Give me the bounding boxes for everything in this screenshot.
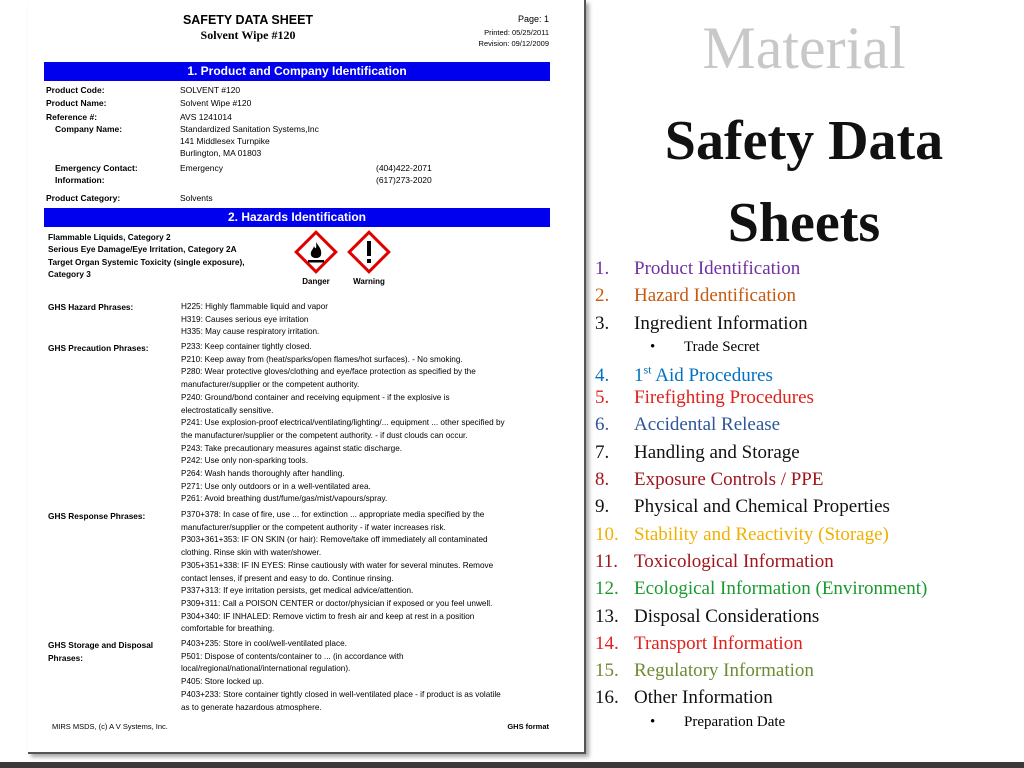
sds-document — [28, 0, 586, 754]
list-item-text: Disposal Considerations — [634, 605, 820, 627]
phrase-line: manufacturer/supplier or the competent authority. — [181, 380, 360, 390]
ghs-response-phrases — [181, 509, 553, 636]
list-item-number: 13. — [595, 605, 619, 627]
list-sub-item — [592, 712, 1022, 732]
phrase-line: P403+233: Store container tightly closed in well-ventilated place - if product is as volatile — [181, 689, 501, 699]
hazard-class-3: Target Organ Systemic Toxicity (single exposure), — [48, 257, 245, 267]
sds-page: Page: 1 — [517, 14, 549, 24]
phrase-line: P241: Use explosion-proof electrical/ventilating/lighting/... equipment ... other specified by — [181, 418, 505, 428]
list-item-text: Other Information — [634, 687, 773, 709]
phrase-line: P264: Wash hands thoroughly after handling. — [181, 469, 345, 479]
phrase-line: P305+351+338: IF IN EYES: Rinse cautiously with water for several minutes. Remove — [181, 560, 494, 570]
slide-title-main — [586, 100, 1022, 264]
list-item — [592, 603, 1022, 630]
product-name-label: Product Name: — [46, 98, 107, 108]
company-line-3: Burlington, MA 01803 — [180, 148, 262, 158]
exclamation-pictogram-icon — [347, 230, 391, 274]
list-item-text: Ingredient Information — [634, 312, 808, 334]
product-category-value: Solvents — [180, 193, 213, 203]
list-item-number: 6. — [595, 414, 610, 436]
list-item — [592, 466, 1022, 493]
emergency-value: Emergency — [180, 163, 223, 173]
section-1-header: 1. Product and Company Identification — [44, 62, 550, 81]
company-line-1: Standardized Sanitation Systems,Inc — [180, 124, 319, 134]
sds-title: SAFETY DATA SHEET — [182, 13, 314, 27]
emergency-information-label: Information: — [55, 175, 105, 185]
list-item-text: Toxicological Information — [634, 550, 834, 572]
list-item-number: 3. — [595, 312, 610, 334]
reference-label: Reference #: — [46, 112, 98, 122]
list-item-number: 14. — [595, 632, 619, 654]
list-item-text: Exposure Controls / PPE — [634, 469, 824, 491]
phrase-line: contact lenses, if present and easy to do. Continue rinsing. — [181, 573, 394, 583]
footer-format: GHS format — [507, 722, 549, 731]
list-item-number: 11. — [595, 550, 619, 572]
phrase-line: H225: Highly flammable liquid and vapor — [181, 302, 328, 311]
slide-title-line-3: Sheets — [727, 192, 881, 254]
phrase-line: P242: Use only non-sparking tools. — [181, 456, 308, 466]
bullet-icon: • — [650, 713, 656, 730]
list-item-number: 9. — [595, 496, 610, 518]
product-code-value: SOLVENT #120 — [180, 85, 241, 95]
superscript: st — [643, 362, 652, 377]
list-item-text: Hazard Identification — [634, 285, 796, 307]
hazard-class-2: Serious Eye Damage/Eye Irritation, Category 2A — [48, 244, 237, 254]
phrase-line: P405: Store locked up. — [181, 677, 264, 687]
list-item — [592, 255, 1022, 282]
list-item — [592, 439, 1022, 466]
list-item-number: 8. — [595, 469, 610, 491]
company-line-2: 141 Middlesex Turnpike — [180, 136, 270, 146]
ghs-storage-label-2: Phrases: — [48, 653, 84, 663]
list-item — [592, 684, 1022, 711]
emergency-phone-1: (404)422-2071 — [376, 163, 432, 173]
ghs-precaution-phrases — [181, 341, 553, 506]
list-item-text: 1st Aid Procedures — [634, 362, 773, 387]
list-item — [592, 282, 1022, 309]
list-item-number: 5. — [595, 387, 610, 409]
phrase-line: P210: Keep away from (heat/sparks/open flames/hot surfaces). - No smoking. — [181, 354, 463, 364]
list-item-text: Physical and Chemical Properties — [634, 496, 890, 518]
phrase-line: P403+235: Store in cool/well-ventilated place. — [181, 639, 347, 648]
list-sub-item-text: Preparation Date — [684, 713, 786, 730]
list-item — [592, 384, 1022, 411]
phrase-line: clothing. Rinse skin with water/shower. — [181, 548, 322, 558]
list-sub-item — [592, 337, 1022, 357]
list-item — [592, 575, 1022, 602]
list-item-number: 12. — [595, 578, 619, 600]
ghs-storage-label-1: GHS Storage and Disposal — [48, 640, 154, 650]
list-item — [592, 657, 1022, 684]
sds-sections-list — [592, 255, 1022, 732]
hazard-class-4: Category 3 — [48, 269, 91, 279]
section-2-header: 2. Hazards Identification — [44, 208, 550, 227]
list-item-text: Stability and Reactivity (Storage) — [634, 523, 889, 545]
phrase-line: P501: Dispose of contents/container to ... (in accordance with — [181, 651, 404, 661]
footer-copyright: MIRS MSDS, (c) A V Systems, Inc. — [52, 722, 168, 731]
phrase-line: comfortable for breathing. — [181, 624, 275, 634]
emergency-phone-2: (617)273-2020 — [376, 175, 432, 185]
list-item — [592, 630, 1022, 657]
phrase-line: P271: Use only outdoors or in a well-ventilated area. — [181, 481, 371, 491]
list-item — [592, 493, 1022, 520]
pictogram-warning-label: Warning — [353, 277, 385, 286]
slide-title-material: Material — [702, 15, 906, 81]
sds-printed: Printed: 05/25/2011 — [484, 28, 549, 37]
list-item — [592, 411, 1022, 438]
sds-subtitle: Solvent Wipe #120 — [200, 28, 296, 42]
phrase-line: P240: Ground/bond container and receiving equipment - if the explosive is — [181, 392, 450, 402]
flame-pictogram-icon — [294, 230, 338, 274]
list-item-text: Firefighting Procedures — [634, 387, 814, 409]
list-item — [592, 310, 1022, 337]
phrase-line: P280: Wear protective gloves/clothing and eye/face protection as specified by the — [181, 367, 476, 377]
list-item-text: Transport Information — [634, 632, 803, 654]
phrase-line: manufacturer/supplier or the competent authority - if water increases risk. — [181, 522, 446, 532]
hazard-class-1: Flammable Liquids, Category 2 — [48, 232, 171, 242]
reference-value: AVS 1241014 — [180, 112, 232, 122]
phrase-line: P261: Avoid breathing dust/fume/gas/mist/vapours/spray. — [181, 494, 388, 504]
product-code-label: Product Code: — [46, 85, 105, 95]
phrase-line: P303+361+353: IF ON SKIN (or hair): Remove/take off immediately all contaminated — [181, 535, 488, 545]
bottom-border — [0, 762, 1024, 768]
ghs-hazard-label: GHS Hazard Phrases: — [48, 302, 134, 312]
phrase-line: P304+340: IF INHALED: Remove victim to fresh air and keep at rest in a position — [181, 611, 475, 621]
phrase-line: P337+313: If eye irritation persists, get medical advice/attention. — [181, 586, 414, 596]
list-item — [592, 357, 1022, 387]
slide-title-line-2: Safety Data — [664, 110, 944, 172]
phrase-line: P370+378: In case of fire, use ... for extinction ... appropriate media specified by the — [181, 510, 485, 519]
list-item-number: 10. — [595, 523, 619, 545]
phrase-line: local/regional/national/international regulation). — [181, 664, 351, 674]
emergency-contact-label: Emergency Contact: — [55, 163, 138, 173]
product-category-label: Product Category: — [46, 193, 121, 203]
product-name-value: Solvent Wipe #120 — [180, 98, 252, 108]
list-item-text: Ecological Information (Environment) — [634, 578, 928, 600]
list-item-number: 2. — [595, 285, 610, 307]
list-item — [592, 548, 1022, 575]
company-name-label: Company Name: — [55, 124, 123, 134]
phrase-line: as to generate hazardous atmosphere. — [181, 702, 322, 712]
pictogram-danger-label: Danger — [302, 277, 330, 286]
list-item-number: 16. — [595, 687, 619, 709]
ghs-storage-phrases — [181, 638, 553, 714]
phrase-line: P309+311: Call a POISON CENTER or doctor/physician if exposed or you feel unwell. — [181, 598, 493, 608]
list-item-text: Accidental Release — [634, 414, 781, 436]
list-item — [592, 521, 1022, 548]
sds-revision: Revision: 09/12/2009 — [478, 39, 549, 48]
bullet-icon: • — [650, 338, 656, 355]
list-item-text: Product Identification — [634, 258, 801, 279]
phrase-line: H319: Causes serious eye irritation — [181, 314, 309, 324]
ghs-precaution-label: GHS Precaution Phrases: — [48, 343, 149, 353]
list-item-number: 1. — [595, 258, 610, 279]
phrase-line: electrostatically sensitive. — [181, 405, 274, 415]
list-item-number: 4. — [595, 365, 610, 387]
list-sub-item-text: Trade Secret — [684, 338, 760, 355]
phrase-line: P233: Keep container tightly closed. — [181, 342, 312, 351]
list-item-text: Handling and Storage — [634, 441, 800, 463]
list-item-number: 7. — [595, 441, 610, 463]
phrase-line: H335: May cause respiratory irritation. — [181, 327, 320, 337]
ghs-hazard-phrases — [181, 301, 553, 339]
phrase-line: P243: Take precautionary measures against static discharge. — [181, 443, 403, 453]
list-item-number: 15. — [595, 660, 619, 682]
phrase-line: the manufacturer/supplier or the competent authority. - if dust clouds can occur. — [181, 430, 468, 440]
list-item-text: Regulatory Information — [634, 660, 814, 682]
ghs-response-label: GHS Response Phrases: — [48, 511, 146, 521]
